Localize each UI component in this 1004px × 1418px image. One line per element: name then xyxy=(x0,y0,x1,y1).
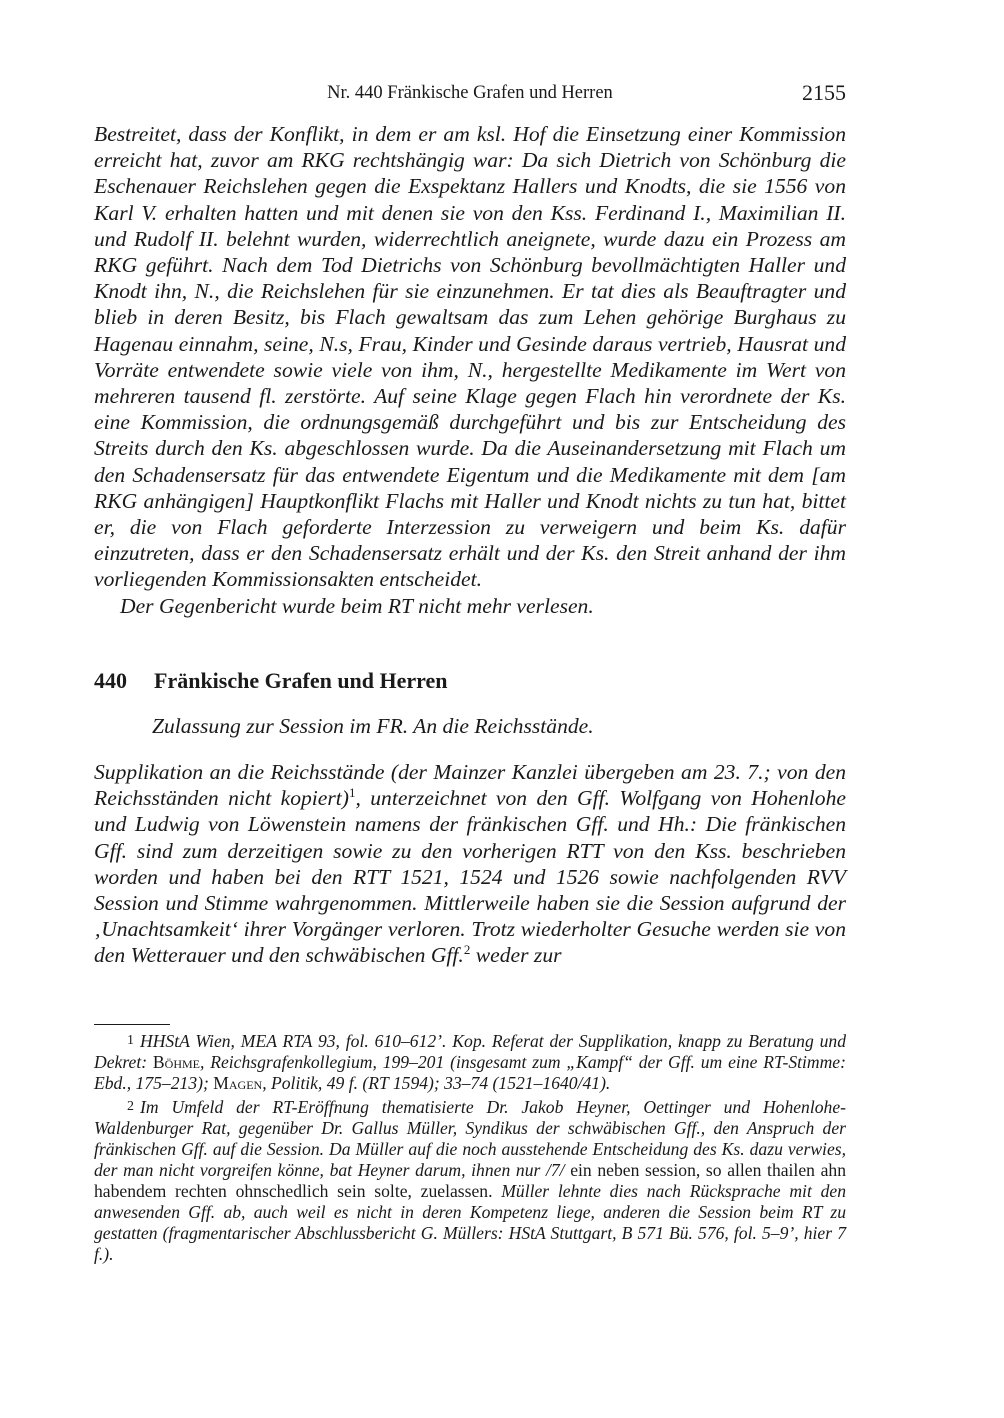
section-text-3: weder zur xyxy=(470,943,562,968)
document-page xyxy=(94,0,846,1418)
section-number: 440 xyxy=(94,668,127,693)
footnotes xyxy=(94,1030,846,1267)
footnote-1-author-1: Böhme xyxy=(152,1052,200,1072)
footnote-2-quote: ein neben session, so allen thailen ahn habendem rechten ohnschedlich sein solte, zuelassen. xyxy=(94,1160,846,1201)
continuation-paragraph: Bestreitet, dass der Konflikt, in dem er am ksl. Hof die Einsetzung einer Kommission erreicht hat, zuvor am RKG rechtshängig war: Da sich Dietrich von Schönburg die Eschenauer Reichslehen gegen die Exspektanz Hallers und Knodts, die sie 1556 von Karl V. erhalten hatten und mit denen sie von den Kss. Ferdinand I., Maximilian II. und Rudolf II. belehnt wurden, widerrechtlich aneignete, wurde dazu ein Prozess am RKG geführt. Nach dem Tod Dietrichs von Schönburg bevollmächtigten Haller und Knodt ihn, N., die Reichslehen für sie einzunehmen. Er tat dies als Beauftragter und blieb in deren Besitz, bis Flach gewaltsam das zum Lehen gehörige Burghaus zu Hagenau einnahm, seine, N.s, Frau, Kinder und Gesinde daraus vertrieb, Hausrat und Vorräte entwendete sowie viele von ihm, N., hergestellte Medikamente im Wert von mehreren tausend fl. zerstörte. Auf seine Klage gegen Flach hin verordnete der Ks. eine Kommission, die ordnungsgemäß durchgeführt und bis zur Entscheidung des Streits durch den Ks. abgeschlossen wurde. Da die Auseinandersetzung mit Flach um den Schadensersatz für das entwendete Eigentum und die Medikamente mit dem [am RKG anhängigen] Hauptkonflikt Flachs mit Haller und Knodt nichts zu tun hat, bittet er, die von Flach geforderte Interzession zu verweigern und beim Ks. dafür einzutreten, dass er den Schadensersatz erhält und der Ks. den Streit anhand der ihm vorliegenden Kommissionsakten entscheidet. xyxy=(94,122,846,592)
section-heading xyxy=(94,668,448,694)
running-head xyxy=(94,80,846,108)
footnote-2 xyxy=(94,1096,846,1265)
footnote-1-author-2: Magen xyxy=(213,1073,263,1093)
section-text-1: Supplikation an die Reichsstände (der Mainzer Kanzlei übergeben am 23. 7.; von den Reichsständen nicht kopiert) xyxy=(94,760,846,811)
section-title: Fränkische Grafen und Herren xyxy=(154,668,448,693)
footnote-rule xyxy=(94,1024,170,1025)
footnote-1-mark: 1 xyxy=(127,1033,134,1048)
continuation-note: Der Gegenbericht wurde beim RT nicht mehr verlesen. xyxy=(120,593,594,618)
footnote-1 xyxy=(94,1030,846,1094)
section-text-2: , unterzeichnet von den Gff. Wolfgang von Hohenlohe und Ludwig von Löwenstein namens der fränkischen Gff. und Hh.: Die fränkischen Gff. sind zum derzeitigen sowie zu den vorherigen RTT von den Kss. beschrieben worden und haben bei den RTT 1521, 1524 und 1526 sowie nachfolgenden RVV Session und Stimme wahrgenommen. Mittlerweile haben sie die Session aufgrund der ‚Unachtsamkeit‘ ihrer Vorgänger verloren. Trotz wiederholter Gesuche werden sie von den Wetterauer und den schwäbischen Gff. xyxy=(94,786,846,968)
footnote-1-text-b: , Reichsgrafenkollegium, 199–201 (insgesamt zum „Kampf“ der Gff. um eine RT-Stimme: Ebd., 175–213); xyxy=(94,1052,846,1093)
footnote-1-text-a: HHStA Wien, MEA RTA 93, fol. 610–612’. Kop. Referat der Supplikation, knapp zu Beratung und Dekret: xyxy=(94,1031,846,1072)
footnote-2-text-b: Müller lehnte dies nach Rücksprache mit den anwesenden Gff. ab, auch weil es nicht in deren Kompetenz liege, anderen die Session beim RT zu gestatten (fragmentarischer Abschlussbericht G. Müllers: HStA Stuttgart, B 571 Bü. 576, fol. 5–9’, hier 7 f.). xyxy=(94,1181,847,1264)
continuation-text xyxy=(94,121,846,619)
page-number: 2155 xyxy=(802,80,846,105)
running-head-title: Nr. 440 Fränkische Grafen und Herren xyxy=(327,83,613,103)
footnote-ref-1[interactable]: 1 xyxy=(348,785,356,801)
footnote-2-text-a: Im Umfeld der RT-Eröffnung thematisierte Dr. Jakob Heyner, Oettinger und Hohenlohe-Waldenburger Rat, gegenüber Dr. Gallus Müller, Syndikus der schwäbischen Gff., den Anspruch der fränkischen Gff. auf die Session. Da Müller auf die noch ausstehende Entscheidung des Ks. dazu verwies, der man nicht vorgreifen könne, bat Heyner darum, ihnen nur /7/ xyxy=(94,1097,846,1180)
footnote-ref-2[interactable]: 2 xyxy=(463,942,471,958)
footnote-1-text-c: , Politik, 49 f. (RT 1594); 33–74 (1521–1640/41). xyxy=(262,1073,611,1093)
section-subtitle: Zulassung zur Session im FR. An die Reichsstände. xyxy=(152,714,594,738)
footnote-2-mark: 2 xyxy=(127,1099,134,1114)
section-paragraph xyxy=(94,759,846,969)
section-body xyxy=(94,759,846,969)
